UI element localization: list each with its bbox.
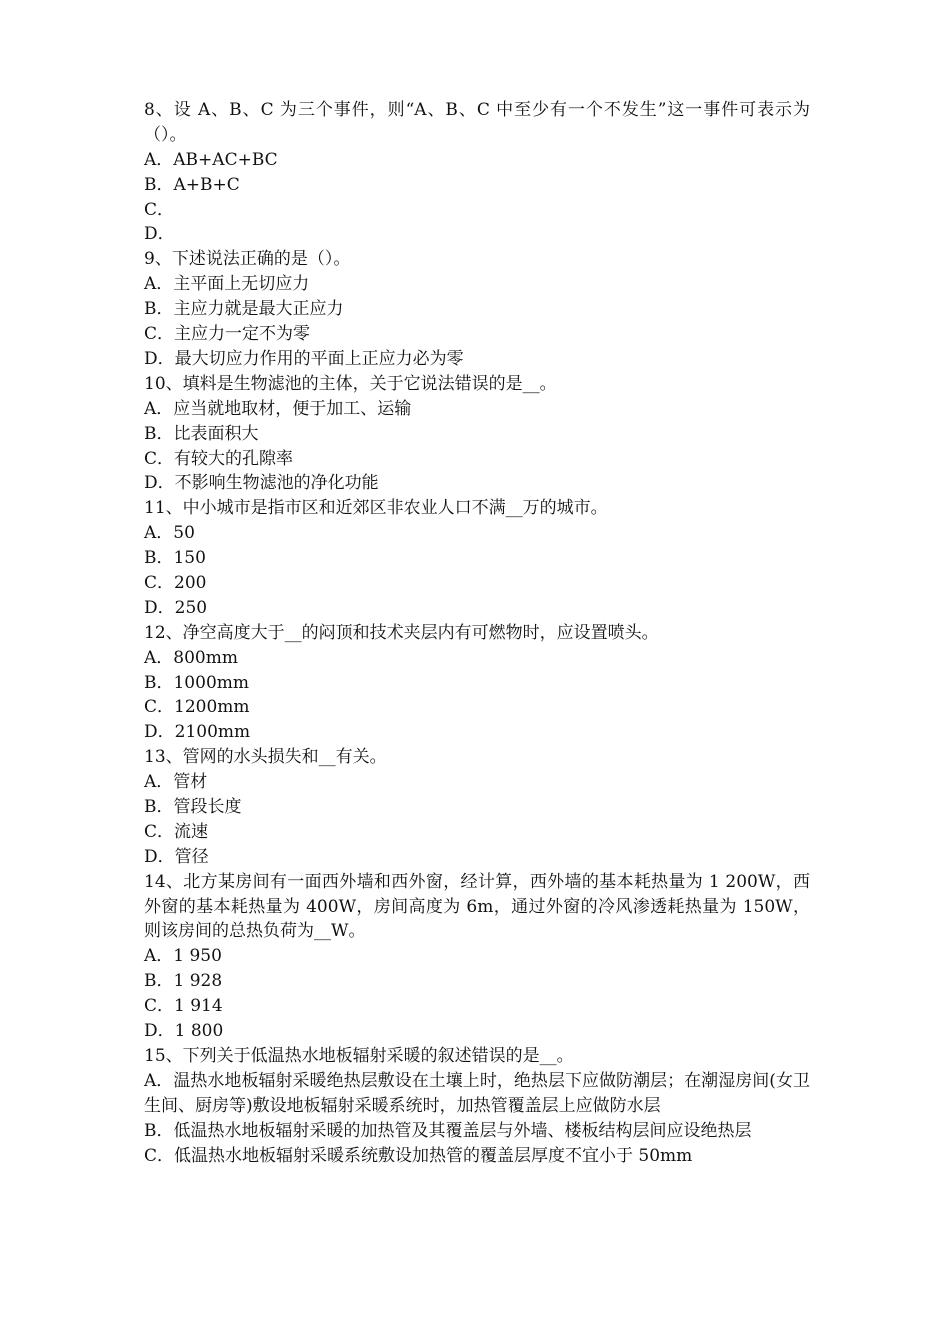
option-b: B．主应力就是最大正应力 [144,299,344,320]
question-9 [144,247,810,371]
option-b: B．150 [144,548,206,569]
option-a: A．温热水地板辐射采暖绝热层敷设在土壤上时，绝热层下应做防潮层；在潮湿房间(女卫生间、厨房等)敷设地板辐射采暖系统时，加热管覆盖层上应做防水层 [144,1070,810,1116]
question-15 [144,1044,810,1169]
option-c: C．200 [144,572,207,593]
option-a: A．主平面上无切应力 [144,274,310,295]
question-stem: 12、净空高度大于__的闷顶和技术夹层内有可燃物时，应设置喷头。 [144,622,659,643]
option-a: A．50 [144,523,195,544]
option-b: B．A+B+C [144,174,240,195]
option-d: D．1 800 [144,1021,224,1042]
document-body [144,98,810,1168]
question-13 [144,745,810,869]
question-11 [144,496,810,620]
option-c: C．流速 [144,821,209,842]
option-d: D．2100mm [144,722,251,743]
option-a: A．管材 [144,772,208,793]
option-d: D． [144,224,175,245]
question-stem: 13、管网的水头损失和__有关。 [144,747,387,768]
option-d: D．管径 [144,846,209,867]
question-stem: 15、下列关于低温热水地板辐射采暖的叙述错误的是__。 [144,1045,574,1066]
option-b: B．1000mm [144,672,249,693]
question-stem: 9、下述说法正确的是（）。 [144,249,351,270]
question-stem: 11、中小城市是指市区和近郊区非农业人口不满__万的城市。 [144,498,608,519]
option-c: C．1 914 [144,996,223,1017]
option-c: C． [144,199,175,220]
option-c: C．主应力一定不为零 [144,324,311,345]
question-stem: 8、设 A、B、C 为三个事件，则“A、B、C 中至少有一个不发生”这一事件可表示为（）。 [144,100,810,145]
option-b: B．比表面积大 [144,423,259,444]
option-a: A．应当就地取材，便于加工、运输 [144,398,412,419]
option-b: B．低温热水地板辐射采暖的加热管及其覆盖层与外墙、楼板结构层间应设绝热层 [144,1120,752,1141]
option-d: D．250 [144,597,208,618]
question-stem: 14、北方某房间有一面西外墙和西外窗，经计算，西外墙的基本耗热量为 1 200W，西外窗的基本耗热量为 400W，房间高度为 6m，通过外窗的冷风渗透耗热量为 150W，则该房间的总热负荷为__W。 [144,871,810,942]
question-12 [144,621,810,745]
option-d: D．不影响生物滤池的净化功能 [144,473,379,494]
option-a: A．AB+AC+BC [144,149,278,170]
question-14 [144,870,810,1044]
question-8 [144,98,810,247]
option-c: C．1200mm [144,697,250,718]
option-b: B．管段长度 [144,796,242,817]
option-a: A．800mm [144,647,238,668]
option-c: C．低温热水地板辐射采暖系统敷设加热管的覆盖层厚度不宜小于 50mm [144,1145,693,1166]
question-10 [144,372,810,496]
option-c: C．有较大的孔隙率 [144,448,294,469]
option-a: A．1 950 [144,946,222,967]
question-stem: 10、填料是生物滤池的主体，关于它说法错误的是__。 [144,373,557,394]
option-b: B．1 928 [144,971,223,992]
option-d: D．最大切应力作用的平面上正应力必为零 [144,348,464,369]
